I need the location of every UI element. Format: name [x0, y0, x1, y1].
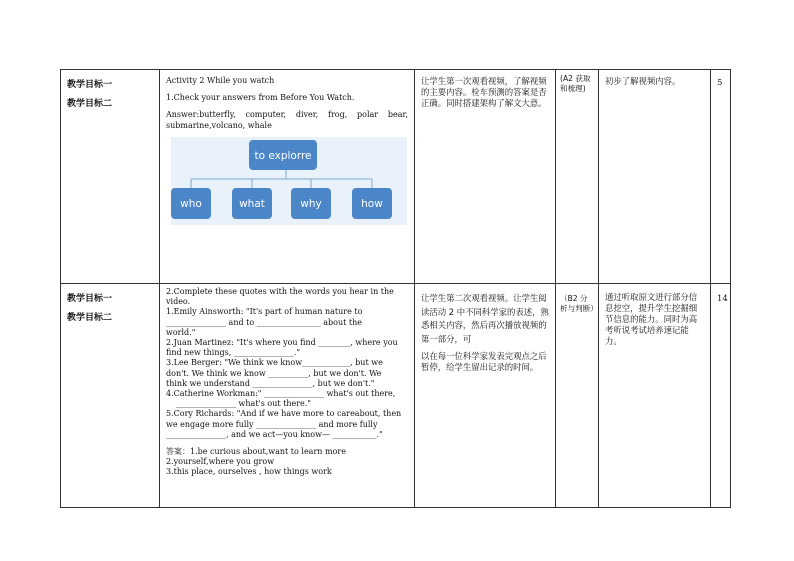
lesson-plan-table [60, 69, 731, 508]
goals-cell [61, 70, 160, 284]
quote-line: 2.Complete these quotes with the words you hear in the [166, 287, 394, 296]
skill-text: （B2 分析与判断） [560, 294, 598, 313]
activity-cell [160, 70, 415, 284]
table-row [61, 284, 731, 508]
goal-two-label: 教学目标二 [67, 313, 113, 323]
diagram-child-label: how [361, 197, 383, 210]
quote-line: find new things, _______________." [166, 348, 301, 358]
purpose-cell [415, 284, 556, 508]
diagram-child-label: who [180, 197, 202, 210]
quote-line: 4.Catherine Workman:" _______________ what's out there, [166, 389, 396, 399]
explore-diagram [171, 137, 407, 225]
goal-one-label: 教学目标一 [67, 80, 113, 90]
assessment-text: 初步了解视频内容。 [605, 76, 681, 86]
answer-line: submarine,volcano, whale [166, 120, 272, 130]
purpose-text: 以在每一位科学家发表完观点之后暂停，给学生留出记录的时间。 [421, 351, 547, 372]
diagram-child-label: what [239, 197, 265, 210]
answer-line: Answer:butterfly, computer, diver, frog, polar bear, [166, 110, 408, 120]
quote-line: world." [166, 327, 196, 337]
answer-line: 答案：1.be curious about,want to learn more [166, 447, 346, 457]
assessment-cell [599, 70, 711, 284]
skill-cell [556, 284, 599, 508]
quote-line: _______________ what's out there." [176, 399, 311, 409]
assessment-text: 通过听取原文进行部分信息挖空，提升学生挖掘细节信息的能力。同时为高考听说考试培养速记能力。 [605, 292, 698, 346]
quote-line: 5.Cory Richards: "And if we have more to careabout, then [166, 409, 402, 419]
answer-line: 3.this place, ourselves , how things work [166, 467, 332, 477]
purpose-cell [415, 70, 556, 284]
quote-line: 2.Juan Martinez: "It's where you find ________, where you [166, 338, 398, 348]
answer-line: 2.yourself,where you grow [166, 457, 275, 467]
quotes-cell [160, 284, 415, 508]
minutes-value: 14 [717, 294, 728, 304]
purpose-text: 让学生第二次观看视频。让学生阅读活动 2 中不同科学家的表述，熟悉相关内容，然后再次播放视频的第一部分，可 [421, 293, 549, 344]
activity-title: Activity 2 While you watch [166, 76, 275, 85]
instruction-text: 1.Check your answers from Before You Watch. [166, 93, 355, 103]
quote-line: _______________ and to ________________ about the [166, 317, 362, 327]
skill-cell [556, 70, 599, 284]
quote-line: we engage more fully _______________ and more fully [166, 419, 378, 429]
quote-line: don't. We think we know __________, but we don't. We [166, 368, 382, 378]
quote-line: 1.Emily Ainsworth: "It's part of human nature to [166, 307, 363, 317]
minutes-cell [711, 284, 731, 508]
quote-line: video. [166, 297, 191, 307]
table-row [61, 70, 731, 284]
skill-text: (A2 获取和梳理) [560, 74, 591, 93]
goal-one-label: 教学目标一 [67, 294, 113, 304]
minutes-value: 5 [717, 78, 723, 88]
minutes-cell [711, 70, 731, 284]
diagram-child-label: why [300, 197, 322, 210]
quote-line: think we understand _______________, but we don't." [166, 378, 375, 388]
goal-two-label: 教学目标二 [67, 99, 113, 109]
purpose-text: 让学生第一次观看视频，了解视频的主要内容。检车预测的答案是否正确。同时搭建架构了解文大意。 [421, 76, 547, 108]
assessment-cell [599, 284, 711, 508]
quote-line: _______________, and we act—you know— ___________." [166, 429, 383, 439]
diagram-root-label: to explorre [254, 149, 312, 162]
goals-cell [61, 284, 160, 508]
quote-line: 3.Lee Berger: "We think we know____________, but we [166, 358, 383, 368]
